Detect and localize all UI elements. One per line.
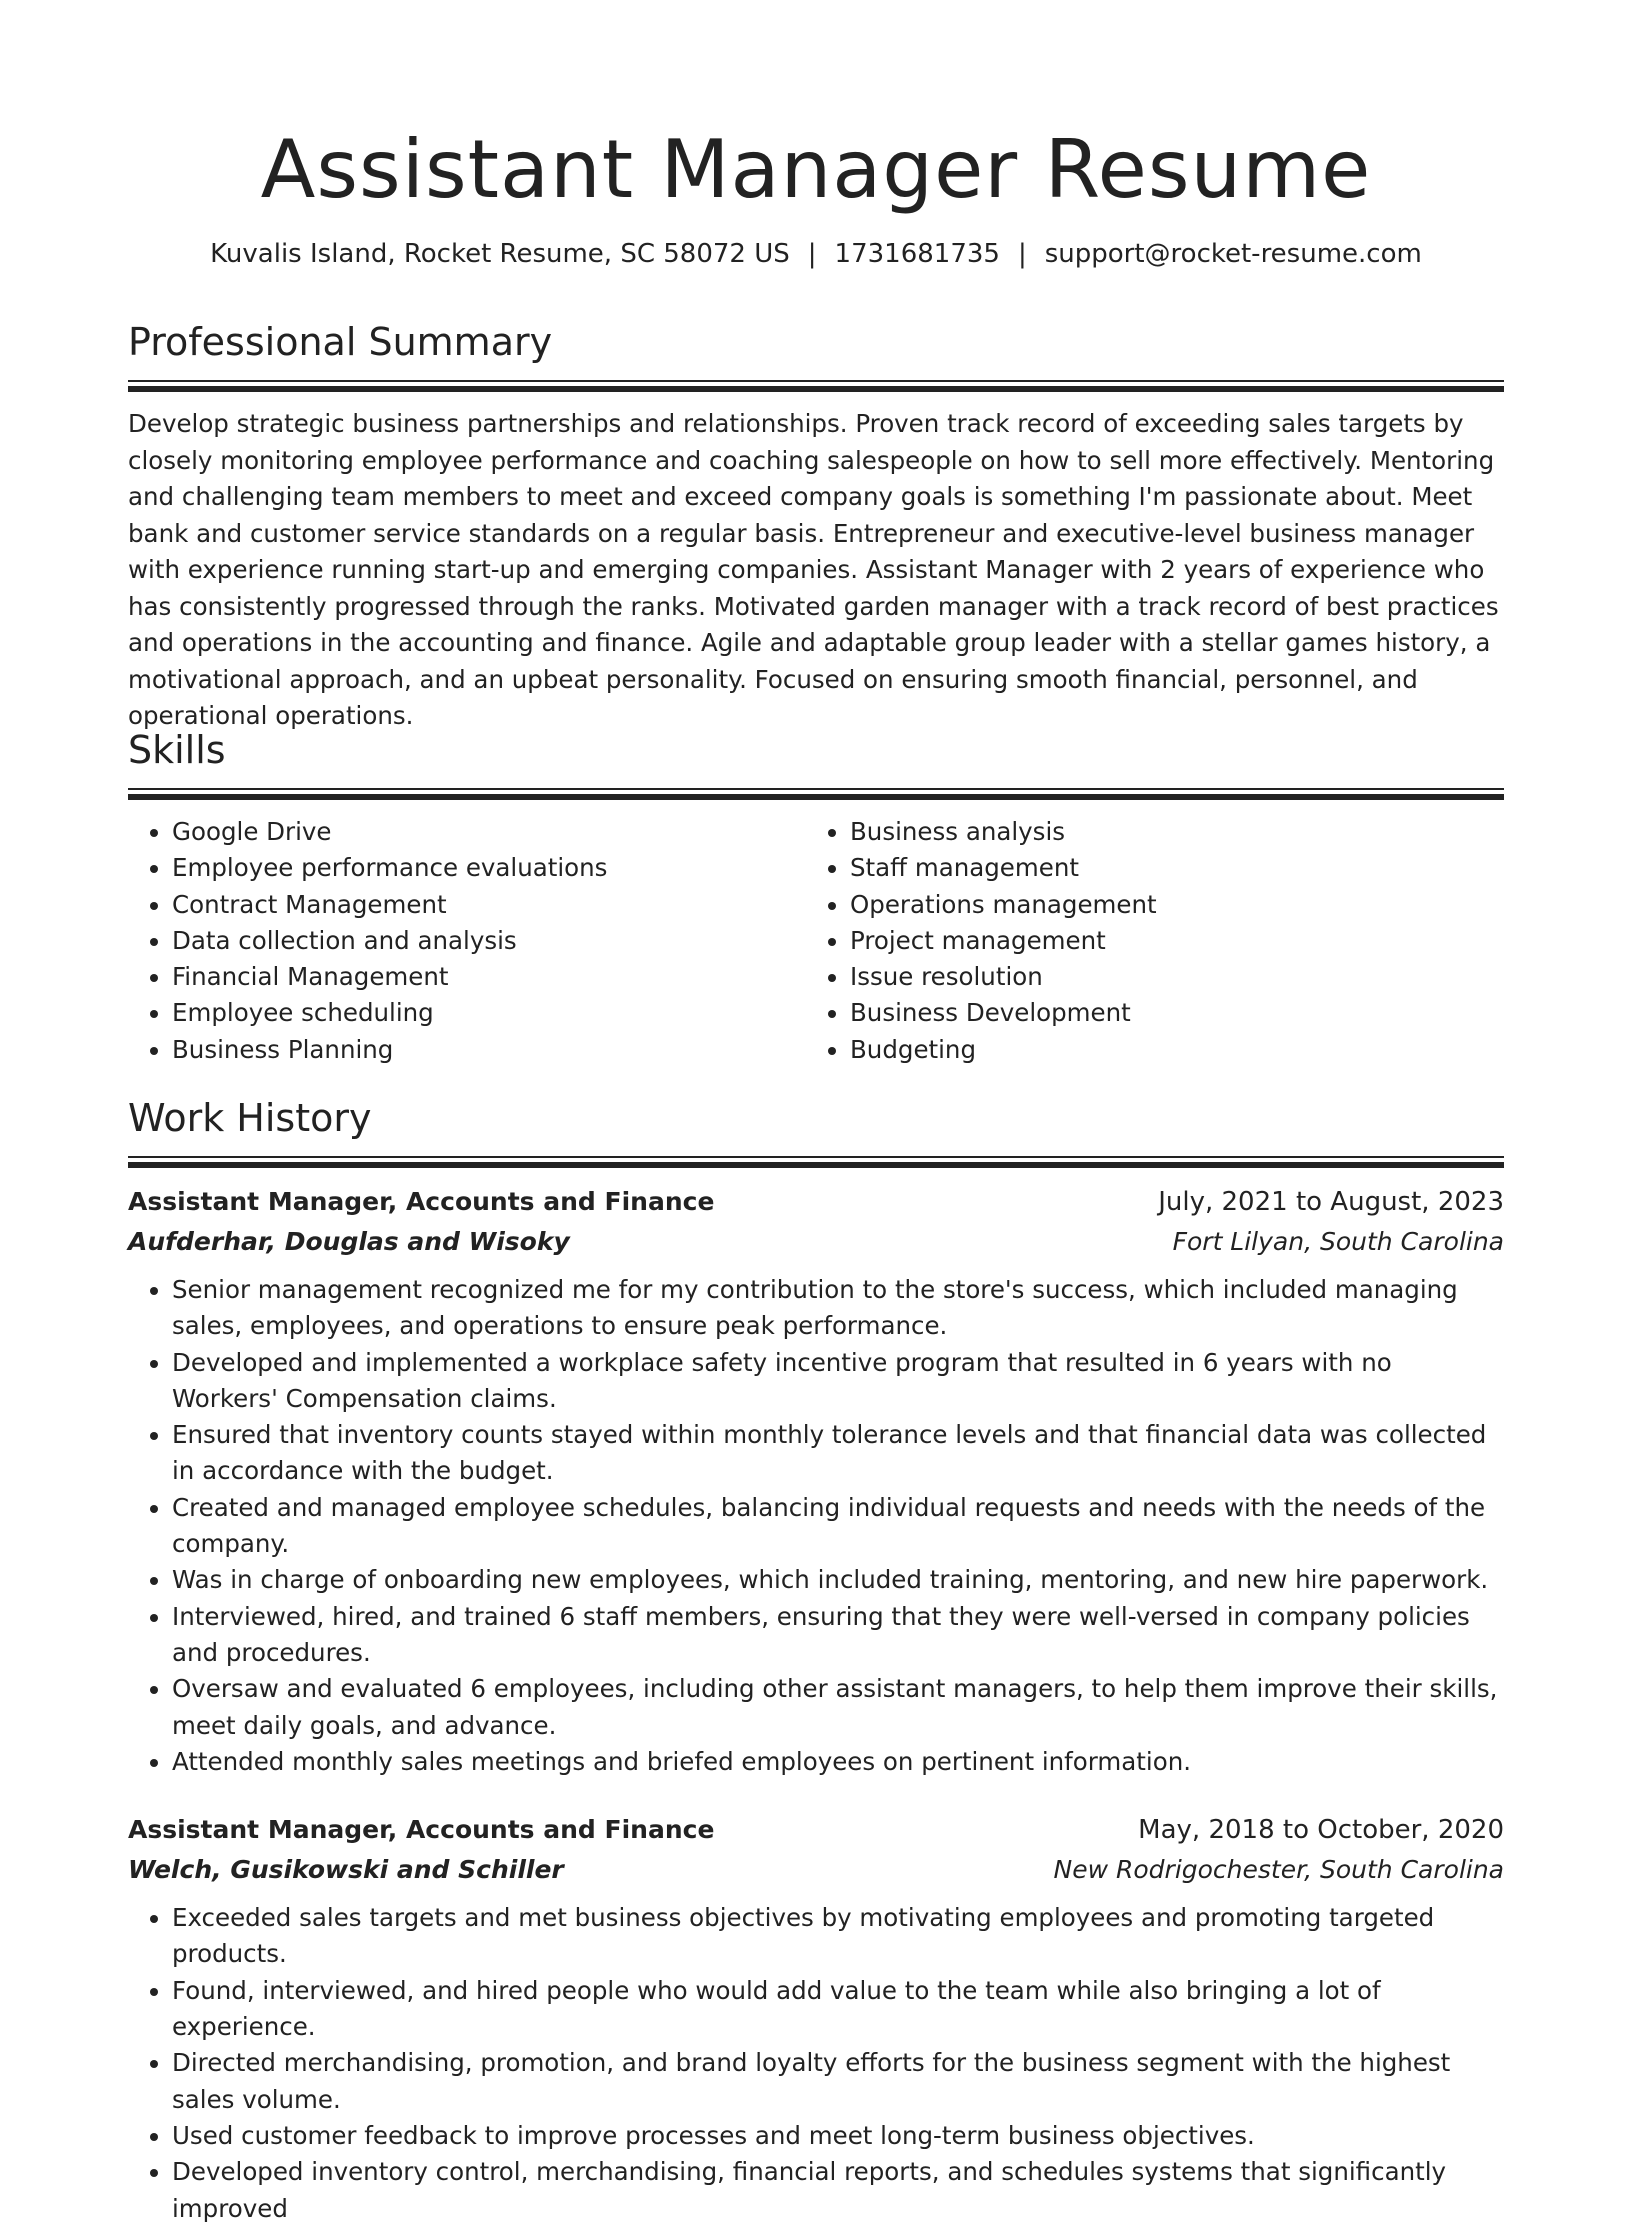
skill-item: • Employee performance evaluations	[172, 850, 806, 886]
job-header-row	[128, 1810, 1504, 1850]
job-bullet: • Was in charge of onboarding new employees, which included training, mentoring, and new hire paperwork.	[172, 1562, 1504, 1598]
job-bullet: • Interviewed, hired, and trained 6 staff members, ensuring that they were well-versed in company policies and procedures.	[172, 1599, 1504, 1672]
skill-item: • Business analysis	[850, 814, 1484, 850]
skills-list-left	[128, 814, 806, 1068]
contact-email[interactable]: support@rocket-resume.com	[1044, 239, 1422, 269]
job-company: Welch, Gusikowski and Schiller	[128, 1855, 564, 1885]
skill-item: • Financial Management	[172, 959, 806, 995]
skill-item: • Business Planning	[172, 1032, 806, 1068]
skill-item: • Project management	[850, 923, 1484, 959]
job-bullet: • Found, interviewed, and hired people who would add value to the team while also bringing a lot of experience.	[172, 1973, 1504, 2046]
skill-item: • Issue resolution	[850, 959, 1484, 995]
job-dates: July, 2021 to August, 2023	[1158, 1187, 1504, 1217]
contact-line	[128, 236, 1504, 272]
job-bullet: • Developed and implemented a workplace safety incentive program that resulted in 6 years with no Workers' Compensation claims.	[172, 1345, 1504, 1418]
job-bullet: • Oversaw and evaluated 6 employees, including other assistant managers, to help them improve their skills, meet daily goals, and advance.	[172, 1671, 1504, 1744]
job-location: New Rodrigochester, South Carolina	[1053, 1855, 1504, 1885]
section-heading-work: Work History	[128, 1096, 372, 1140]
job-bullet: • Senior management recognized me for my contribution to the store's success, which included managing sales, employees, and operations to ensure peak performance.	[172, 1272, 1504, 1345]
job-entry	[128, 1810, 1504, 2227]
skill-item: • Employee scheduling	[172, 995, 806, 1031]
skill-item: • Data collection and analysis	[172, 923, 806, 959]
contact-separator: |	[807, 239, 817, 269]
job-title: Assistant Manager, Accounts and Finance	[128, 1187, 715, 1216]
job-header-row	[128, 1182, 1504, 1222]
job-subheader-row	[128, 1850, 1504, 1890]
skill-item: • Contract Management	[172, 887, 806, 923]
section-heading-summary: Professional Summary	[128, 320, 553, 364]
skills-columns	[128, 814, 1504, 1068]
skills-list-right	[806, 814, 1484, 1068]
skill-item: • Google Drive	[172, 814, 806, 850]
section-heading-skills: Skills	[128, 728, 226, 772]
job-bullet: • Created and managed employee schedules, balancing individual requests and needs with the needs of the company.	[172, 1490, 1504, 1563]
contact-phone: 1731681735	[834, 239, 1000, 269]
skill-item: • Budgeting	[850, 1032, 1484, 1068]
job-bullet: • Exceeded sales targets and met business objectives by motivating employees and promoting targeted products.	[172, 1900, 1504, 1973]
section-divider	[128, 380, 1504, 392]
job-location: Fort Lilyan, South Carolina	[1172, 1227, 1504, 1256]
job-bullets	[128, 1272, 1504, 1780]
job-company: Aufderhar, Douglas and Wisoky	[128, 1227, 570, 1256]
resume-title: Assistant Manager Resume	[260, 123, 1372, 216]
contact-address: Kuvalis Island, Rocket Resume, SC 58072 US	[210, 239, 790, 269]
job-subheader-row	[128, 1222, 1504, 1262]
job-bullet: • Developed inventory control, merchandising, financial reports, and schedules systems that significantly improved	[172, 2154, 1504, 2227]
skill-item: • Staff management	[850, 850, 1484, 886]
job-bullet: • Ensured that inventory counts stayed within monthly tolerance levels and that financial data was collected in accordance with the budget.	[172, 1417, 1504, 1490]
contact-separator: |	[1017, 239, 1027, 269]
resume-page	[128, 0, 1504, 2223]
skill-item: • Business Development	[850, 995, 1484, 1031]
job-entry	[128, 1182, 1504, 1780]
job-bullet: • Used customer feedback to improve processes and meet long-term business objectives.	[172, 2118, 1504, 2154]
job-bullets	[128, 1900, 1504, 2227]
section-divider	[128, 1156, 1504, 1168]
job-bullet: • Directed merchandising, promotion, and brand loyalty efforts for the business segment with the highest sales volume.	[172, 2045, 1504, 2118]
work-history-section	[128, 1094, 1504, 2227]
job-dates: May, 2018 to October, 2020	[1138, 1815, 1504, 1846]
skills-section	[128, 726, 1504, 1068]
job-bullet: • Attended monthly sales meetings and briefed employees on pertinent information.	[172, 1744, 1504, 1780]
section-divider	[128, 788, 1504, 800]
summary-text: Develop strategic business partnerships and relationships. Proven track record of exceeding sales targets by closely monitoring employee performance and coaching salespeople on how to sell more effectively. Mentoring and challenging team members to meet and exceed company goals is something I'm passionate about. Meet bank and customer service standards on a regular basis. Entrepreneur and executive-level business manager with experience running start-up and emerging companies. Assistant Manager with 2 years of experience who has consistently progressed through the ranks. Motivated garden manager with a track record of best practices and operations in the accounting and finance. Agile and adaptable group leader with a stellar games history, a motivational approach, and an upbeat personality. Focused on ensuring smooth financial, personnel, and operational operations.	[128, 409, 1499, 730]
professional-summary-section	[128, 318, 1504, 735]
job-title: Assistant Manager, Accounts and Finance	[128, 1815, 715, 1845]
skill-item: • Operations management	[850, 887, 1484, 923]
